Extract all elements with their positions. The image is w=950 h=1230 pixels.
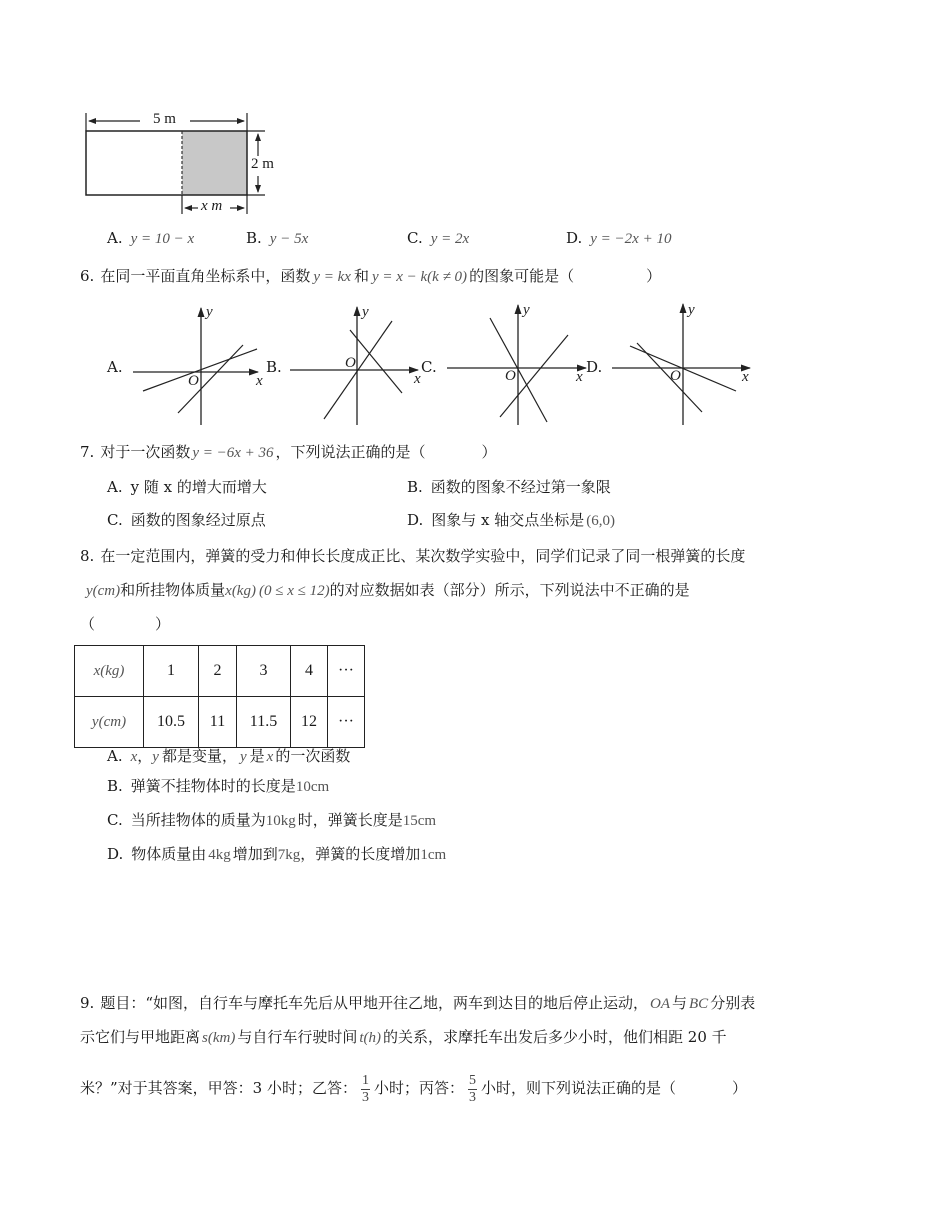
table-row-x [75,646,365,697]
q5-option-a[interactable]: A. y = 10 − x [107,229,195,247]
q5-option-b[interactable]: B. y − 5x [246,229,309,247]
graph-d-label: D. [586,358,603,376]
q8-option-d[interactable]: D. 物体质量由 4kg 增加到7kg，弹簧的长度增加1cm [107,845,447,863]
question-9-line-3: 米？”对于其答案，甲答：3 小时；乙答： $\frac{1}{3}$ 小时；丙答： $\frac{5}{3}$ 小时，则下列说法正确的是（ ） [80,1072,748,1105]
graph-c-label: C. [421,358,437,376]
graph-a-label: A. [107,358,123,376]
question-8-line-2: y(cm)和所挂物体质量x(kg) (0 ≤ x ≤ 12)的对应数据如表（部分）所示，下列说法中不正确的是 [86,581,690,599]
graph-c-origin-label: O [505,368,516,384]
question-9-line-1: 9. 题目：“如图，自行车与摩托车先后从甲地开往乙地，两车到达目的地后停止运动， OA 与 BC 分别表 [80,994,756,1012]
graph-c-y-label: y [523,302,530,318]
q7-option-b[interactable]: B. 函数的图象不经过第一象限 [407,478,611,496]
graph-a[interactable] [133,308,258,425]
graph-b-origin-label: O [345,355,356,371]
question-8-line-3: （ ） [80,615,171,633]
graph-a-x-label: x [256,373,263,389]
graph-d-x-label: x [742,369,749,385]
graph-d-y-label: y [688,302,695,318]
graph-d-origin-label: O [670,368,681,384]
table-cell: 12 [291,697,328,748]
table-cell: 1 [144,646,199,697]
q8-option-c[interactable]: C. 当所挂物体的质量为10kg 时，弹簧长度是15cm [107,811,437,829]
graph-c-x-label: x [576,369,583,385]
q8-option-b[interactable]: B. 弹簧不挂物体时的长度是10cm [107,777,330,795]
graph-b-label: B. [266,358,282,376]
graph-a-y-label: y [206,304,213,320]
width-label: 5 m [153,111,176,127]
question-8-line-1: 8. 在一定范围内，弹簧的受力和伸长长度成正比、某次数学实验中，同学们记录了同一根弹簧的长度 [80,547,746,565]
table-cell: 3 [237,646,291,697]
q7-option-d[interactable]: D. 图象与 x 轴交点坐标是 (6,0) [407,511,616,529]
table-cell: 4 [291,646,328,697]
q5-option-d[interactable]: D. y = −2x + 10 [566,229,672,247]
table-header-y: y(cm) [75,697,144,748]
q8-option-a[interactable]: A. x，y 都是变量， y 是 x 的一次函数 [107,747,351,765]
q7-option-c[interactable]: C. 函数的图象经过原点 [107,511,266,529]
table-cell: 11.5 [237,697,291,748]
table-cell: ··· [328,697,365,748]
spring-data-table [74,645,365,748]
graph-b-x-label: x [414,371,421,387]
table-cell: ··· [328,646,365,697]
table-cell: 2 [199,646,237,697]
q5-option-c[interactable]: C. y = 2x [407,229,470,247]
table-row-y [75,697,365,748]
shaded-width-label: x m [201,198,223,214]
question-7: 7. 对于一次函数 y = −6x + 36 ，下列说法正确的是（ ） [80,443,497,461]
graph-a-origin-label: O [188,373,199,389]
table-cell: 10.5 [144,697,199,748]
fraction-one-third: $\frac{1}{3}$ [361,1072,369,1105]
graph-b-y-label: y [362,304,369,320]
q7-option-a[interactable]: A. y 随 x 的增大而增大 [107,478,267,496]
question-9-line-2: 示它们与甲地距离 s(km) 与自行车行驶时间 t(h) 的关系，求摩托车出发后多少小时，他们相距 20 千 [80,1028,727,1046]
fraction-five-thirds: $\frac{5}{3}$ [469,1072,476,1105]
table-cell: 11 [199,697,237,748]
graph-d[interactable] [612,304,750,425]
height-label: 2 m [251,156,274,172]
graph-c[interactable] [447,305,586,425]
question-6: 6. 在同一平面直角坐标系中，函数 y = kx 和 y = x − k(k ≠ 0) 的图象可能是（ ） [80,267,662,285]
q6-graphs [0,0,950,440]
table-header-x: x(kg) [75,646,144,697]
